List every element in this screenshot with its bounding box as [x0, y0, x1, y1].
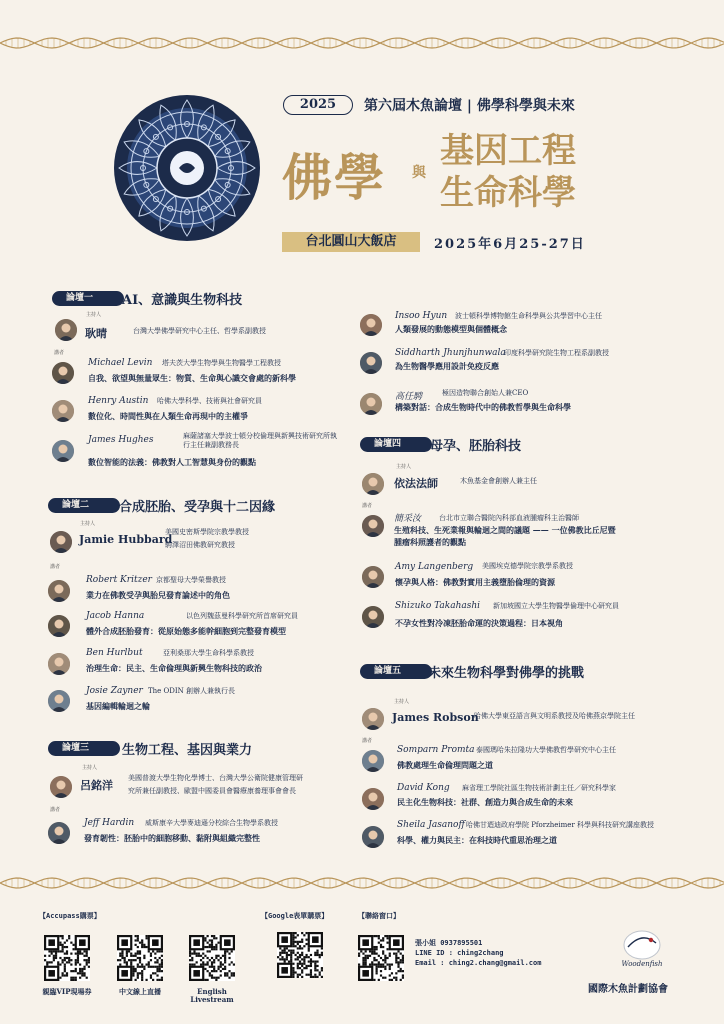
forum-3-tag: 論壇三 [48, 741, 120, 756]
forum-5-tag: 論壇五 [360, 664, 432, 679]
forum-1-speaker-4-avatar [360, 314, 382, 336]
organization-name: 國際木魚計劃協會 [588, 984, 668, 995]
forum-3-host-affil-2: 究所兼任副教授、歐盟中國委員會醫療康養理事會會長 [128, 787, 296, 795]
forum-1-speaker-5-affil: 印度科學研究院生物工程系副教授 [504, 349, 609, 357]
event-dates: 2025年6月25-27日 [434, 237, 586, 252]
forum-5-speaker-2-affil: 麻省理工學院社區生物技術計劃主任／研究科學家 [462, 784, 616, 792]
forum-5-speaker-3-affil: 哈佛甘迺迪政府學院 Pforzheimer 科學與科技研究講座教授 [466, 821, 655, 829]
forum-5-host-name: James Robson [392, 711, 479, 724]
forum-1-speaker-2-topic: 數位化、時間性與在人類生命再現中的主權爭 [88, 411, 248, 421]
forum-3-speaker-1-affil: 威斯康辛大學麥迪遜分校綜合生物學系教授 [145, 819, 278, 827]
forum-2-speaker-3-topic: 治理生命：民主、生命倫理與新興生物科技的政治 [86, 663, 262, 673]
contact-line-id: LINE ID : ching2chang [415, 949, 504, 957]
dna-border-top [0, 36, 724, 50]
forum-1-speaker-5-topic: 為生物醫學應用設計免疫反應 [395, 361, 499, 371]
forum-1-speaker-2-avatar [52, 400, 74, 422]
main-title-line-2: 生命科學 [440, 173, 576, 213]
forum-1-speaker-6-topic: 構築對話：合成生物時代中的佛教哲學與生命科學 [395, 402, 571, 412]
forum-5-speaker-2-avatar [362, 788, 384, 810]
dna-border-bottom [0, 876, 724, 890]
forum-1-speaker-6-avatar [360, 393, 382, 415]
forum-2-host-affil-2: 駒澤沼田佛教研究教授 [165, 541, 235, 549]
forum-2-host-avatar [50, 531, 72, 553]
qr-caption-livestream: Livestream [190, 995, 234, 1004]
forum-4-speaker-2-name: Amy Langenberg [395, 562, 474, 572]
forum-1-speaker-4-name: Insoo Hyun [395, 311, 448, 321]
accupass-heading: 【Accupass購票】 [39, 912, 101, 920]
forum-4-speaker-2-topic: 懷孕與人格：佛教對實用主義墮胎倫理的資源 [395, 577, 555, 587]
forum-5-host-affil: 哈佛大學東亞語言與文明系教授及哈佛燕京學院主任 [474, 712, 635, 720]
qr-code-chinese-stream[interactable] [117, 935, 163, 981]
forum-1-speaker-6-name: 高任騁 [395, 392, 423, 402]
forum-1-tag: 論壇一 [52, 291, 124, 306]
forum-1-host-affil: 台灣大學佛學研究中心主任、哲學系副教授 [133, 327, 266, 335]
forum-2-speaker-2-name: Jacob Hanna [86, 611, 145, 621]
forum-2-host-role: 主持人 [80, 521, 96, 527]
forum-5-host-avatar [362, 708, 384, 730]
forum-5-speaker-1-name: Somparn Promta [397, 745, 475, 755]
forum-5-title: 未來生物科學對佛學的挑戰 [428, 666, 585, 681]
main-title-genetics [440, 130, 576, 214]
forum-2-tag: 論壇二 [48, 498, 120, 513]
forum-3-speaker-1-topic: 發育韌性：胚胎中的細胞移動、黏附與組織完整性 [84, 833, 260, 843]
qr-caption-english: English [197, 987, 227, 996]
forum-1-speaker-1-avatar [52, 362, 74, 384]
forum-3-host-name: 呂銘洋 [80, 779, 113, 792]
google-form-heading: 【Google表單購票】 [261, 912, 329, 920]
main-title-buddhism: 佛學 [282, 148, 386, 207]
forum-3-speaker-1-name: Jeff Hardin [84, 818, 135, 828]
contact-email[interactable]: Email : ching2.chang@gmail.com [415, 959, 542, 967]
forum-3-host-avatar [50, 776, 72, 798]
forum-4-host-avatar [362, 473, 384, 495]
forum-1-host-avatar [55, 319, 77, 341]
forum-1-speakers-role: 講者 [54, 350, 65, 356]
forum-2-speaker-3-affil: 亞利桑那大學生命科學系教授 [163, 649, 254, 657]
venue-badge: 台北圓山大飯店 [282, 232, 420, 252]
forum-4-speaker-3-affil: 新加坡國立大學生物醫學倫理中心研究員 [493, 602, 619, 610]
forum-1-speaker-4-topic: 人類發展的動態模型與個體概念 [395, 324, 507, 334]
forum-5-host-role: 主持人 [394, 699, 410, 705]
forum-4-speaker-3-avatar [362, 606, 384, 628]
forum-2-speaker-1-topic: 業力在佛教受孕與胎兒發育論述中的角色 [86, 590, 230, 600]
qr-caption-chinese: 中文線上直播 [119, 987, 161, 996]
forum-2-speaker-2-topic: 體外合成胚胎發育：從原始態多能幹細胞到完整發育模型 [86, 626, 286, 636]
forum-2-host-name: Jamie Hubbard [79, 533, 173, 546]
forum-2-title: 合成胚胎、受孕與十二因緣 [119, 500, 276, 515]
forum-1-host-role: 主持人 [86, 312, 102, 318]
forum-4-speakers-role: 講者 [362, 503, 373, 509]
forum-3-title: 生物工程、基因與業力 [122, 743, 253, 758]
forum-4-speaker-2-affil: 美國埃克德學院宗教學系教授 [482, 562, 573, 570]
forum-5-speaker-1-topic: 佛教處理生命倫理問題之道 [397, 760, 493, 770]
forum-1-speaker-3-name: James Hughes [88, 435, 154, 445]
forum-2-speaker-4-topic: 基因編輯輪迴之輪 [86, 701, 150, 711]
main-title-line-1: 基因工程 [440, 131, 576, 171]
forum-5-speaker-3-avatar [362, 826, 384, 848]
mandala-icon [112, 93, 262, 243]
forum-4-speaker-2-avatar [362, 566, 384, 588]
forum-4-speaker-1-affil: 台北市立聯合醫院內科部血液腫瘤科主治醫師 [439, 514, 579, 522]
forum-2-host-affil-1: 美國史密斯學院宗教學教授 [165, 528, 249, 536]
qr-caption-vip: 親臨VIP現場券 [42, 987, 92, 996]
forum-4-speaker-1-name: 簡采汝 [394, 514, 422, 524]
forum-5-speaker-2-topic: 民主化生物科技：社群、創造力與合成生命的未來 [397, 797, 573, 807]
contact-heading: 【聯絡窗口】 [358, 912, 400, 920]
forum-3-speaker-1-avatar [48, 822, 70, 844]
forum-4-title: 母孕、胚胎科技 [430, 439, 522, 454]
forum-2-speakers-role: 講者 [50, 564, 61, 570]
forum-4-speaker-1-topic-2: 腫瘤科照護者的觀點 [394, 537, 466, 547]
forum-1-speaker-5-avatar [360, 352, 382, 374]
forum-3-speakers-role: 講者 [50, 807, 61, 813]
forum-5-speaker-1-avatar [362, 750, 384, 772]
conference-title: 第六屆木魚論壇 | 佛學科學與未來 [364, 98, 575, 114]
forum-2-speaker-4-avatar [48, 690, 70, 712]
qr-code-english-stream[interactable] [189, 935, 235, 981]
forum-4-speaker-3-name: Shizuko Takahashi [395, 601, 481, 611]
forum-4-host-name: 依法法師 [394, 477, 438, 490]
forum-1-speaker-1-affil: 塔夫茨大學生物學與生物醫學工程教授 [162, 359, 281, 367]
forum-2-speaker-2-avatar [48, 615, 70, 637]
forum-1-speaker-6-affil: 極因造物聯合創始人兼CEO [442, 389, 529, 397]
forum-4-speaker-1-topic-1: 生殖科技、生死業報與輪迴之間的議題 —— 一位佛教比丘尼暨 [394, 525, 616, 535]
forum-5-speaker-2-name: David Kong [397, 783, 450, 793]
forum-2-speaker-4-name: Josie Zayner [86, 686, 143, 696]
forum-2-speaker-1-name: Robert Kritzer [86, 575, 152, 585]
forum-1-title: AI、意識與生物科技 [122, 293, 243, 308]
forum-4-host-affil: 木魚基金會創辦人兼主任 [460, 477, 537, 485]
qr-code-line[interactable] [358, 935, 404, 981]
forum-2-speaker-3-avatar [48, 653, 70, 675]
qr-code-google-form[interactable] [277, 932, 323, 978]
forum-5-speaker-3-name: Sheila Jasanoff [397, 820, 465, 830]
forum-1-speaker-1-topic: 自我、欲望與無量眾生：物質、生命與心識交會處的新科學 [88, 373, 296, 383]
forum-4-speaker-3-topic: 不孕女性對冷凍胚胎命運的決策過程：日本視角 [395, 618, 563, 628]
forum-1-speaker-5-name: Siddharth Jhunjhunwala [395, 348, 506, 358]
forum-2-speaker-4-affil: The ODIN 創辦人兼執行長 [148, 687, 236, 695]
forum-1-speaker-3-topic: 數位智能的法義：佛教對人工智慧與身份的觀點 [88, 457, 256, 467]
woodenfish-logo-text: Woodenfish [621, 960, 663, 968]
main-title-and: 與 [412, 165, 426, 181]
forum-5-speakers-role: 講者 [362, 738, 373, 744]
contact-name: 張小姐 0937895501 [415, 939, 483, 947]
forum-1-speaker-2-affil: 哈佛大學科學、技術與社會研究員 [157, 397, 262, 405]
forum-3-host-affil-1: 美國普渡大學生物化學博士、台灣大學公衛院健康管理研 [128, 774, 303, 782]
forum-1-speaker-1-name: Michael Levin [88, 358, 153, 368]
forum-1-speaker-3-avatar [52, 440, 74, 462]
forum-4-host-role: 主持人 [396, 464, 412, 470]
forum-1-speaker-3-affil: 麻薩諸塞大學波士頓分校倫理與新興技術研究所執行主任兼副教務長 [183, 432, 337, 449]
forum-1-host-name: 耿晴 [85, 327, 107, 340]
forum-1-speaker-4-affil: 波士頓科學博物館生命科學與公共學習中心主任 [455, 312, 602, 320]
forum-2-speaker-1-affil: 京都聖母大學榮譽教授 [156, 576, 226, 584]
forum-3-host-role: 主持人 [82, 765, 98, 771]
forum-4-tag: 論壇四 [360, 437, 432, 452]
year-pill: 2025 [283, 95, 353, 115]
forum-2-speaker-2-affil: 以色列魏茲曼科學研究所首席研究員 [186, 612, 298, 620]
forum-4-speaker-1-avatar [362, 515, 384, 537]
forum-5-speaker-1-affil: 泰國瑪哈朱拉隆功大學佛教哲學研究中心主任 [476, 746, 616, 754]
forum-2-speaker-1-avatar [48, 580, 70, 602]
forum-5-speaker-3-topic: 科學、權力與民主：在科技時代重思治理之道 [397, 835, 557, 845]
qr-code-vip[interactable] [44, 935, 90, 981]
forum-2-speaker-3-name: Ben Hurlbut [86, 648, 143, 658]
forum-1-speaker-2-name: Henry Austin [88, 396, 149, 406]
